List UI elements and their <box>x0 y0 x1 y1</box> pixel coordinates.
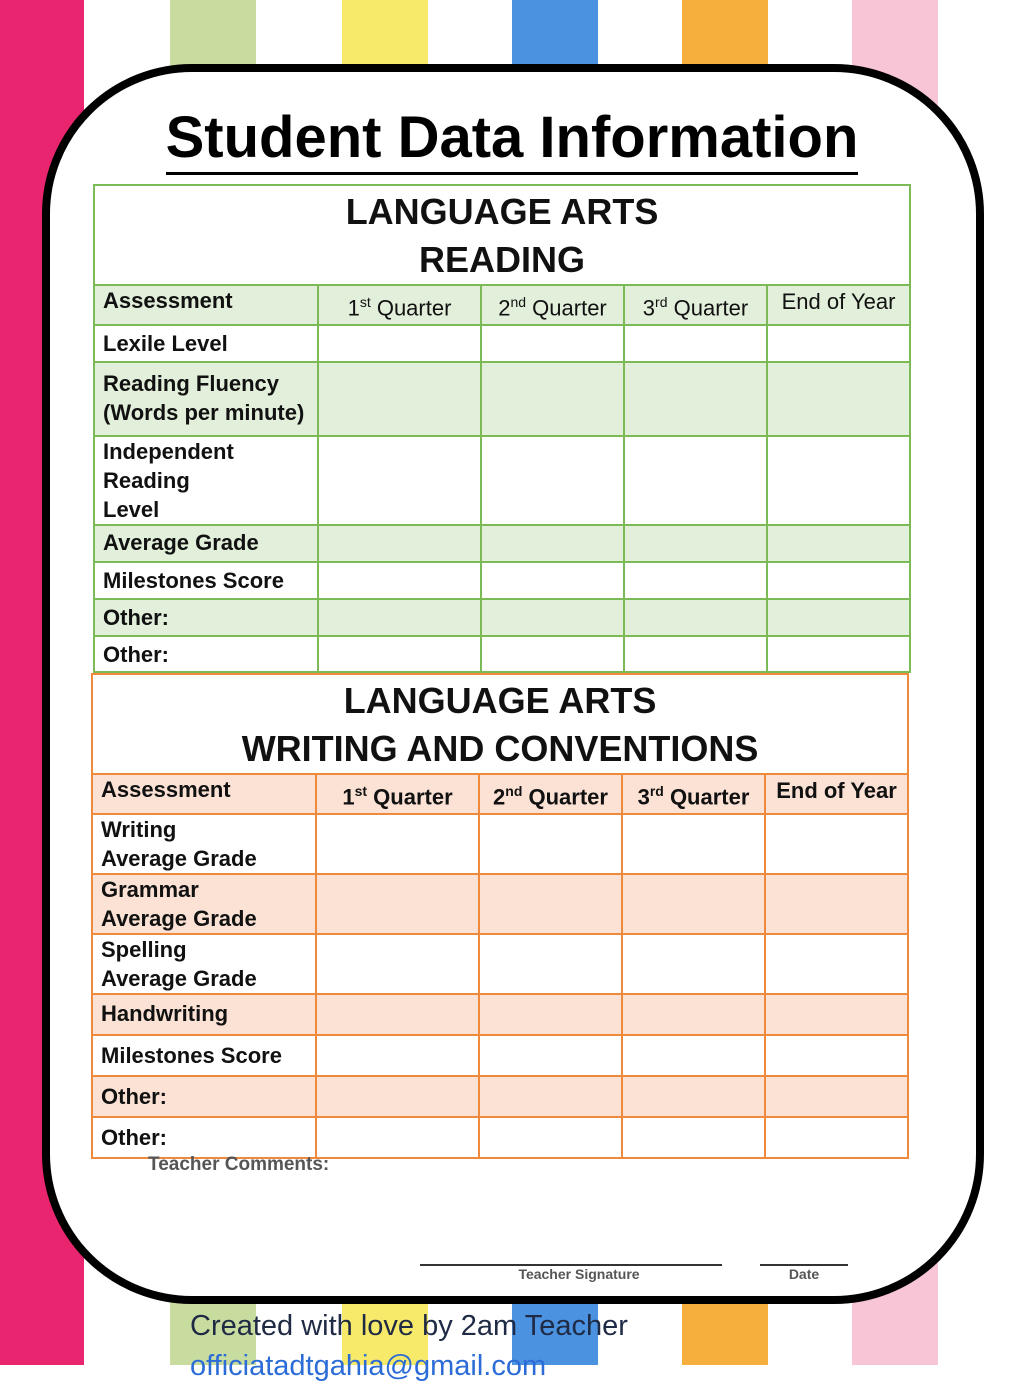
writing-cell[interactable] <box>622 1035 765 1076</box>
writing-row-1-line1: Grammar <box>101 877 199 903</box>
date-label: Date <box>788 1266 820 1282</box>
reading-cell[interactable] <box>767 362 910 436</box>
writing-cell[interactable] <box>316 814 479 874</box>
writing-row-label <box>92 994 316 1035</box>
reading-col-q3 <box>624 285 767 325</box>
reading-row-label <box>94 562 318 599</box>
writing-cell[interactable] <box>479 934 622 994</box>
reading-q1-word: Quarter <box>370 295 452 321</box>
writing-cell[interactable] <box>765 994 908 1035</box>
reading-row-label <box>94 362 318 436</box>
writing-row-0-line1: Writing <box>101 817 177 843</box>
writing-cell[interactable] <box>765 1076 908 1117</box>
teacher-signature-label: Teacher Signature <box>518 1266 640 1282</box>
writing-row-5-line1: Other: <box>101 1084 167 1110</box>
reading-row-label <box>94 599 318 636</box>
reading-row-6-line1: Other: <box>103 642 169 668</box>
reading-q3-num: 3 <box>642 295 656 321</box>
writing-row-label <box>92 934 316 994</box>
reading-cell[interactable] <box>624 599 767 636</box>
reading-cell[interactable] <box>624 325 767 362</box>
footer-email[interactable]: officiatadtgahia@gmail.com <box>190 1350 547 1382</box>
writing-row-label <box>92 1035 316 1076</box>
writing-cell[interactable] <box>316 1076 479 1117</box>
reading-row-label <box>94 436 318 525</box>
writing-row-4-line1: Milestones Score <box>101 1043 282 1069</box>
reading-cell[interactable] <box>481 436 624 525</box>
reading-q3-word: Quarter <box>667 295 749 321</box>
writing-cell[interactable] <box>479 1076 622 1117</box>
writing-cell[interactable] <box>622 1076 765 1117</box>
writing-row-0-line2: Average Grade <box>101 846 257 872</box>
reading-cell[interactable] <box>767 636 910 672</box>
writing-q3-num: 3 <box>637 784 650 810</box>
writing-row-2-line1: Spelling <box>101 937 187 963</box>
writing-col-q3 <box>622 774 765 814</box>
reading-cell[interactable] <box>624 362 767 436</box>
reading-q1-sup: st <box>359 294 371 310</box>
writing-q2-sup: nd <box>505 783 523 799</box>
writing-cell[interactable] <box>765 934 908 994</box>
teacher-comments-label: Teacher Comments: <box>148 1154 330 1175</box>
writing-cell[interactable] <box>316 1117 479 1158</box>
writing-cell[interactable] <box>479 1035 622 1076</box>
reading-row-2-line1: Independent <box>103 439 234 465</box>
writing-row-3-line1: Handwriting <box>101 1001 229 1027</box>
writing-heading-line1: LANGUAGE ARTS <box>343 680 657 721</box>
reading-q3-sup: rd <box>655 294 668 310</box>
reading-row-label <box>94 325 318 362</box>
reading-cell[interactable] <box>481 362 624 436</box>
writing-col-eoy: End of Year <box>765 774 908 814</box>
reading-col-eoy: End of Year <box>767 285 910 325</box>
writing-col-q1 <box>316 774 479 814</box>
reading-cell[interactable] <box>481 636 624 672</box>
reading-table <box>93 184 911 673</box>
writing-row-label <box>92 874 316 934</box>
writing-heading-line2: WRITING AND CONVENTIONS <box>241 728 759 769</box>
reading-q2-word: Quarter <box>526 295 607 321</box>
writing-heading <box>92 674 908 774</box>
writing-cell[interactable] <box>622 874 765 934</box>
reading-cell[interactable] <box>318 436 481 525</box>
reading-row-5-line1: Other: <box>103 605 169 631</box>
reading-row-3-line1: Average Grade <box>103 530 259 556</box>
writing-row-label <box>92 1076 316 1117</box>
writing-cell[interactable] <box>316 874 479 934</box>
reading-cell[interactable] <box>624 525 767 562</box>
reading-cell[interactable] <box>318 636 481 672</box>
reading-col-assessment: Assessment <box>94 285 318 325</box>
writing-cell[interactable] <box>316 1035 479 1076</box>
reading-cell[interactable] <box>767 599 910 636</box>
writing-col-assessment: Assessment <box>92 774 316 814</box>
writing-cell[interactable] <box>479 994 622 1035</box>
reading-q2-sup: nd <box>510 294 527 310</box>
writing-row-2-line2: Average Grade <box>101 966 257 992</box>
writing-cell[interactable] <box>316 994 479 1035</box>
writing-row-6-line1: Other: <box>101 1125 167 1151</box>
writing-cell[interactable] <box>765 814 908 874</box>
writing-q2-word: Quarter <box>522 784 608 810</box>
writing-row-label <box>92 1117 316 1158</box>
writing-row-1-line2: Average Grade <box>101 906 257 932</box>
writing-cell[interactable] <box>316 934 479 994</box>
reading-cell[interactable] <box>481 325 624 362</box>
reading-cell[interactable] <box>624 636 767 672</box>
reading-cell[interactable] <box>767 562 910 599</box>
writing-q2-num: 2 <box>493 784 506 810</box>
reading-cell[interactable] <box>481 562 624 599</box>
reading-heading <box>94 185 910 285</box>
writing-cell[interactable] <box>479 814 622 874</box>
writing-row-label <box>92 814 316 874</box>
reading-row-1-line2: (Words per minute) <box>103 400 305 426</box>
page-title-wrap <box>0 104 1024 172</box>
reading-row-1-line1: Reading Fluency <box>103 371 280 397</box>
reading-row-label <box>94 636 318 672</box>
reading-col-q1 <box>318 285 481 325</box>
reading-heading-line1: LANGUAGE ARTS <box>345 191 659 232</box>
reading-q2-num: 2 <box>498 295 511 321</box>
reading-cell[interactable] <box>624 436 767 525</box>
writing-cell[interactable] <box>479 874 622 934</box>
reading-row-label <box>94 525 318 562</box>
reading-cell[interactable] <box>318 562 481 599</box>
reading-cell[interactable] <box>318 362 481 436</box>
reading-row-4-line1: Milestones Score <box>103 568 284 594</box>
reading-cell[interactable] <box>767 325 910 362</box>
writing-q1-sup: st <box>354 783 368 799</box>
footer-credit: Created with love by 2am Teacher <box>190 1310 628 1342</box>
writing-cell[interactable] <box>765 874 908 934</box>
writing-q3-word: Quarter <box>663 784 750 810</box>
reading-row-0-line1: Lexile Level <box>103 331 228 357</box>
reading-cell[interactable] <box>624 562 767 599</box>
reading-col-q2 <box>481 285 624 325</box>
writing-q3-sup: rd <box>649 783 664 799</box>
writing-cell[interactable] <box>622 994 765 1035</box>
writing-cell[interactable] <box>622 934 765 994</box>
reading-cell[interactable] <box>318 525 481 562</box>
reading-heading-line2: READING <box>419 239 586 280</box>
writing-cell[interactable] <box>622 814 765 874</box>
writing-cell[interactable] <box>765 1035 908 1076</box>
reading-cell[interactable] <box>481 525 624 562</box>
reading-q1-num: 1 <box>347 295 360 321</box>
reading-cell[interactable] <box>767 436 910 525</box>
reading-cell[interactable] <box>481 599 624 636</box>
reading-row-2-line3: Level <box>103 497 160 523</box>
page-title: Student Data Information <box>166 105 859 175</box>
writing-table <box>91 673 909 1159</box>
reading-cell[interactable] <box>767 525 910 562</box>
reading-cell[interactable] <box>318 599 481 636</box>
writing-cell[interactable] <box>622 1117 765 1158</box>
writing-q1-num: 1 <box>342 784 355 810</box>
writing-col-q2 <box>479 774 622 814</box>
writing-q1-word: Quarter <box>367 784 453 810</box>
reading-cell[interactable] <box>318 325 481 362</box>
writing-cell[interactable] <box>765 1117 908 1158</box>
reading-row-2-line2: Reading <box>103 468 190 494</box>
writing-cell[interactable] <box>479 1117 622 1158</box>
